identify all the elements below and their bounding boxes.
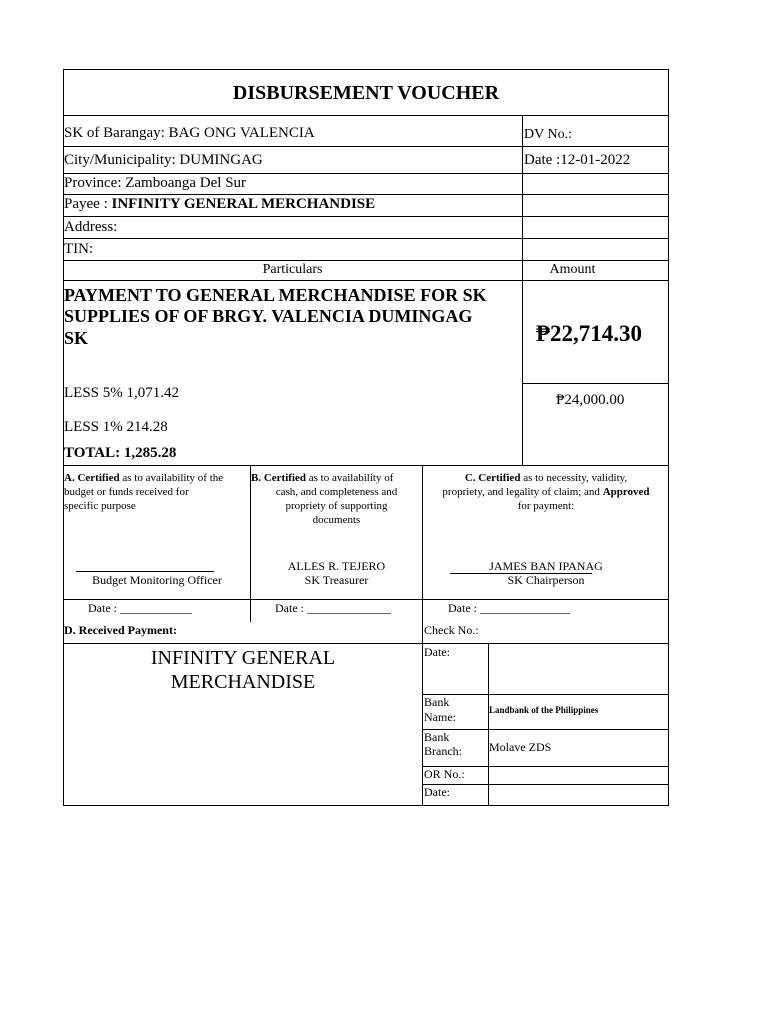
receipt-date2-label: Date:	[424, 785, 450, 799]
certification-a-line: as to availability of the	[119, 472, 224, 484]
particulars-line-2: SUPPLIES OF OF BRGY. VALENCIA DUMINGAG	[64, 306, 473, 326]
divider	[422, 784, 669, 785]
certification-c-position: SK Chairperson	[507, 573, 585, 587]
date-b	[275, 602, 391, 614]
bank-name-label-2: Name:	[424, 710, 456, 724]
less-1-percent: LESS 1% 214.28	[64, 419, 168, 435]
date-b-blank: ______________	[307, 601, 391, 615]
certification-c-line: for payment:	[517, 500, 575, 512]
or-no-label: OR No.:	[424, 767, 465, 781]
payee-label: Payee :	[64, 196, 112, 212]
divider	[63, 280, 669, 281]
bank-branch-label-2: Branch:	[424, 744, 462, 758]
dv-no-field: DV No.:	[524, 127, 572, 142]
certification-a-text	[64, 471, 250, 513]
particulars-header: Particulars	[262, 262, 323, 277]
payee-field	[64, 197, 375, 212]
bank-branch-label-1: Bank	[424, 730, 450, 744]
bank-name-value: Landbank of the Philippines	[489, 705, 599, 715]
certification-c-line: as to necessity, validity,	[520, 472, 628, 484]
divider	[63, 599, 669, 600]
divider	[63, 173, 669, 174]
certification-c-label: C. Certified	[464, 472, 521, 484]
divider	[63, 260, 669, 261]
bank-branch-value: Molave ZDS	[489, 740, 552, 754]
barangay-field: SK of Barangay: BAG ONG VALENCIA	[64, 125, 315, 141]
check-no-field: Check No.:	[424, 623, 479, 637]
less-5-percent: LESS 5% 1,071.42	[64, 385, 180, 401]
certification-c-text	[423, 471, 669, 513]
divider	[63, 465, 669, 466]
city-field: City/Municipality: DUMINGAG	[64, 152, 263, 168]
divider	[422, 694, 669, 695]
date-c	[448, 602, 570, 614]
divider	[422, 465, 423, 806]
date-c-blank: _______________	[480, 601, 570, 615]
receipt-payee-line-1: INFINITY GENERAL	[150, 647, 336, 669]
certification-a-line: budget or funds received for	[64, 486, 189, 498]
date-c-label: Date :	[448, 601, 480, 615]
certification-b-name: ALLES R. TEJERO	[287, 559, 386, 573]
certification-b-line: cash, and completeness and	[275, 486, 398, 498]
certification-a-label: A. Certified	[64, 472, 120, 484]
divider	[63, 216, 669, 217]
voucher-title: DISBURSEMENT VOUCHER	[232, 82, 500, 104]
total-deductions: TOTAL: 1,285.28	[64, 445, 177, 461]
certification-b-line: as to availability of	[305, 472, 394, 484]
divider	[422, 729, 669, 730]
address-field: Address:	[64, 219, 118, 235]
divider	[63, 238, 669, 239]
received-payment-label: D. Received Payment:	[64, 623, 177, 637]
certification-c-approved: Approved	[602, 486, 650, 498]
date-field: Date :12-01-2022	[524, 152, 631, 168]
certification-b-line: documents	[312, 514, 361, 526]
divider	[488, 643, 489, 806]
divider	[63, 115, 669, 116]
divider	[63, 643, 669, 644]
gross-amount: ₱24,000.00	[556, 392, 625, 408]
amount-header: Amount	[549, 262, 596, 277]
certification-b-label: B. Certified	[251, 472, 306, 484]
date-b-label: Date :	[275, 601, 307, 615]
net-amount: ₱22,714.30	[536, 321, 643, 346]
date-a-blank: ____________	[120, 601, 192, 615]
bank-name-label-1: Bank	[424, 695, 450, 709]
certification-b-text	[251, 471, 422, 527]
certification-c-name: JAMES BAN IPANAG	[489, 559, 603, 573]
signature-line	[76, 571, 214, 572]
divider	[522, 115, 523, 465]
divider	[63, 146, 669, 147]
province-field: Province: Zamboanga Del Sur	[64, 175, 247, 191]
payee-value: INFINITY GENERAL MERCHANDISE	[111, 196, 376, 212]
divider	[522, 383, 669, 384]
certification-a-line: specific purpose	[64, 500, 136, 512]
date-a	[88, 602, 192, 614]
certification-c-line: propriety, and legality of claim; and	[442, 486, 603, 498]
particulars-line-1: PAYMENT TO GENERAL MERCHANDISE FOR SK	[64, 285, 487, 305]
tin-field: TIN:	[64, 241, 94, 257]
certification-b-line: propriety of supporting	[285, 500, 388, 512]
particulars-line-3: SK	[64, 328, 89, 348]
receipt-date-label: Date:	[424, 645, 450, 659]
certification-a-position: Budget Monitoring Officer	[92, 573, 222, 587]
divider	[63, 194, 669, 195]
receipt-payee-line-2: MERCHANDISE	[170, 671, 316, 693]
certification-b-position: SK Treasurer	[304, 573, 369, 587]
date-a-label: Date :	[88, 601, 120, 615]
